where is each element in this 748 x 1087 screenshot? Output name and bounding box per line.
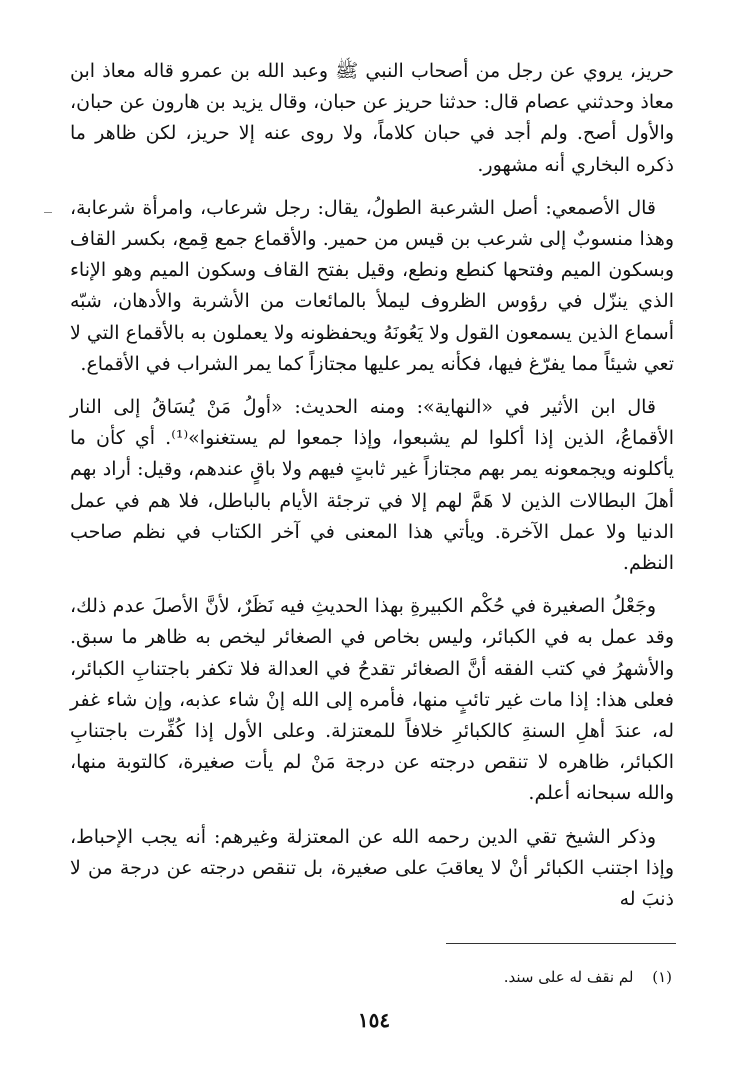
margin-tick: [44, 212, 52, 213]
footnote-number: (١): [652, 968, 672, 986]
paragraph-hariz: حريز، يروي عن رجل من أصحاب النبي ﷺ وعبد الله بن عمرو قاله معاذ ابن معاذ وحدثني عصام قال: حدثنا حريز عن حبان، وقال يزيد بن هارون عن حبان، والأول أصح. ولم أجد في حبان كلاماً، ولا روى عنه إلا حريز، لكن ظاهر ما ذكره البخاري أنه مشهور.: [70, 60, 674, 176]
footnote-text: لم نقف له على سند.: [503, 968, 634, 986]
paragraph-ibn-athir: قال ابن الأثير في «النهاية»: ومنه الحديث: «أولُ مَنْ يُسَاقُ إلى النار الأقماعُ، الذين إذا أكلوا لم يشبعوا، وإذا جمعوا لم يستغنوا»⁽¹⁾. أي كأن ما يأكلونه ويجمعونه يمر بهم مجتازاً غير ثابتٍ فيهم ولا باقٍ عندهم، وقيل: أراد بهم أهلَ البطالات الذين لا هَمَّ لهم إلا في ترجئة الأيام بالباطل، فلا هم في عمل الدنيا ولا عمل الآخرة. ويأتي هذا المعنى في آخر الكتاب في نظم صاحب النظم.: [70, 396, 674, 575]
footnote-separator: [446, 943, 676, 944]
page-number: ١٥٤: [357, 1008, 391, 1032]
paragraph-taqi-din: وذكر الشيخ تقي الدين رحمه الله عن المعتزلة وغيرهم: أنه يجب الإحباط، وإذا اجتنب الكبائر أنْ لا يعاقبَ على صغيرة، بل تنقص درجته عن درجة من لا ذنبَ له: [70, 825, 674, 911]
main-text: [70, 56, 674, 927]
paragraph-saghira: وجَعْلُ الصغيرة في حُكْم الكبيرةِ بهذا الحديثِ فيه نَظَرٌ، لأنَّ الأصلَ عدم ذلك، وقد عمل به في الكبائر، وليس بخاص في الصغائر ليخص به ظاهر ما سبق. والأشهرُ في كتب الفقه أنَّ الصغائر تقدحُ في العدالة فلا تكفر باجتنابِ الكبائر، فعلى هذا: إذا مات غير تائبٍ منها، فأمره إلى الله إنْ شاء عذبه، وإن شاء غفر له، عندَ أهلِ السنةِ كالكبائرِ خلافاً للمعتزلة. وعلى الأول إذا كُفِّرت باجتنابِ الكبائر، ظاهره لا تنقص درجته عن درجة مَنْ لم يأت صغيرة، كالتوبة منها، والله سبحانه أعلم.: [70, 595, 674, 805]
paragraph-asmai: قال الأصمعي: أصل الشرعبة الطولُ، يقال: رجل شرعاب، وامرأة شرعابة، وهذا منسوبٌ إلى شرعب بن قيس من حمير. والأقماع جمع قِمع، بكسر القاف وبسكون الميم وفتحها كنطع ونطع، وقيل بفتح القاف وسكون الميم وهو الإناء الذي ينزّل في رؤوس الظروف ليملأ بالمائعات من الأشربة والأدهان، شبّه أسماع الذين يسمعون القول ولا يَعُونَهُ ويحفظونه ولا يعملون به بالأقماع التي لا تعي شيئاً مما يفرّغ فيها، فكأنه يمر عليها مجتازاً كما يمر الشراب في الأقماع.: [70, 196, 674, 375]
footnote: [72, 968, 672, 986]
